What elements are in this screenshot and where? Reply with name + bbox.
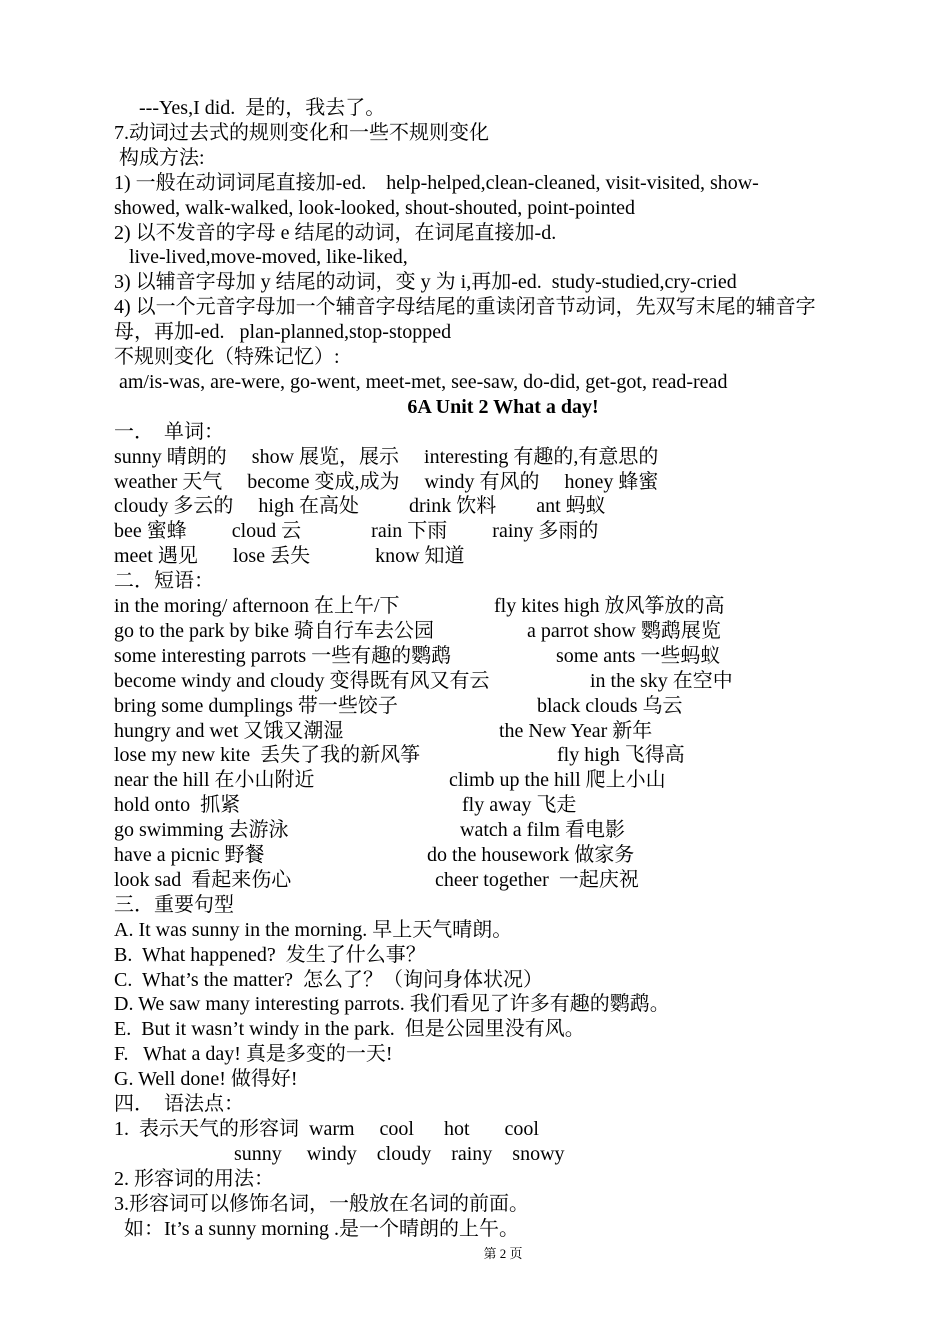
phrase-right: climb up the hill 爬上小山 bbox=[449, 769, 666, 792]
sentence-line: C. What’s the matter? 怎么了？（询问身体状况） bbox=[114, 968, 544, 991]
section-heading: 二．短语： bbox=[114, 570, 214, 593]
phrase-left: become windy and cloudy 变得既有风又有云 bbox=[114, 669, 490, 692]
sentence-line: F. What a day! 真是多变的一天! bbox=[114, 1043, 393, 1066]
text-line: 母，再加-ed. plan-planned,stop-stopped bbox=[114, 321, 452, 344]
phrase-left: hold onto 抓紧 bbox=[114, 794, 241, 817]
section-heading: 四． 语法点： bbox=[114, 1093, 244, 1115]
vocab-line: cloudy 多云的 high 在高处 drink 饮料 ant 蚂蚁 bbox=[114, 495, 606, 518]
phrase-left: lose my new kite 丢失了我的新风筝 bbox=[114, 744, 421, 767]
page-footer: 第 2 页 bbox=[483, 1246, 523, 1261]
phrase-right: do the housework 做家务 bbox=[427, 844, 635, 866]
unit-title: 6A Unit 2 What a day! bbox=[407, 395, 599, 418]
sentence-line: B. What happened? 发生了什么事？ bbox=[114, 943, 426, 966]
phrase-right: a parrot show 鹦鹉展览 bbox=[527, 619, 721, 642]
text-line: 构成方法: bbox=[114, 146, 205, 169]
text-line: live-lived,move-moved, like-liked, bbox=[114, 246, 408, 269]
phrase-left: some interesting parrots 一些有趣的鹦鹉 bbox=[114, 644, 452, 667]
phrase-right: cheer together 一起庆祝 bbox=[435, 868, 639, 891]
phrase-left: near the hill 在小山附近 bbox=[114, 769, 315, 792]
text-line: 7.动词过去式的规则变化和一些不规则变化 bbox=[114, 121, 489, 144]
text-line: ---Yes,I did. 是的，我去了。 bbox=[114, 97, 386, 119]
text-line: showed, walk-walked, look-looked, shout-shouted, point-pointed bbox=[114, 196, 636, 219]
phrase-left: hungry and wet 又饿又潮湿 bbox=[114, 719, 344, 742]
phrase-right: some ants 一些蚂蚁 bbox=[556, 644, 721, 667]
text-line: am/is-was, are-were, go-went, meet-met, see-saw, do-did, get-got, read-read bbox=[114, 370, 728, 393]
phrase-right: black clouds 乌云 bbox=[537, 694, 683, 717]
phrase-left: bring some dumplings 带一些饺子 bbox=[114, 694, 398, 717]
phrase-right: fly high 飞得高 bbox=[557, 744, 685, 767]
vocab-line: bee 蜜蜂 cloud 云 rain 下雨 rainy 多雨的 bbox=[114, 520, 599, 543]
phrase-left: in the moring/ afternoon 在上午/下 bbox=[114, 595, 400, 617]
section-heading: 三．重要句型 bbox=[114, 893, 234, 916]
grammar-line: 1. 表示天气的形容词 warm cool hot cool bbox=[114, 1117, 539, 1140]
phrase-right: fly away 飞走 bbox=[462, 794, 577, 817]
phrase-right: in the sky 在空中 bbox=[590, 669, 733, 692]
phrase-left: go swimming 去游泳 bbox=[114, 819, 289, 842]
text-line: 3) 以辅音字母加 y 结尾的动词，变 y 为 i,再加-ed. study-studied,cry-cried bbox=[114, 271, 737, 294]
grammar-line: 如：It’s a sunny morning .是一个晴朗的上午。 bbox=[114, 1217, 519, 1240]
text-line: 1) 一般在动词词尾直接加-ed. help-helped,clean-cleaned, visit-visited, show- bbox=[114, 171, 759, 194]
phrase-left: look sad 看起来伤心 bbox=[114, 868, 292, 891]
grammar-line: 2. 形容词的用法： bbox=[114, 1167, 274, 1190]
sentence-line: G. Well done! 做得好! bbox=[114, 1068, 298, 1091]
section-heading: 一． 单词： bbox=[114, 420, 224, 443]
vocab-line: meet 遇见 lose 丢失 know 知道 bbox=[114, 545, 465, 568]
grammar-line: 3.形容词可以修饰名词，一般放在名词的前面。 bbox=[114, 1192, 529, 1215]
grammar-line: sunny windy cloudy rainy snowy bbox=[114, 1142, 565, 1165]
sentence-line: D. We saw many interesting parrots. 我们看见了许多有趣的鹦鹉。 bbox=[114, 993, 670, 1016]
phrase-right: fly kites high 放风筝放的高 bbox=[494, 595, 725, 617]
phrase-right: the New Year 新年 bbox=[499, 719, 653, 742]
phrase-left: have a picnic 野餐 bbox=[114, 844, 265, 866]
phrase-right: watch a film 看电影 bbox=[460, 819, 625, 842]
phrase-left: go to the park by bike 骑自行车去公园 bbox=[114, 619, 434, 642]
text-line: 2) 以不发音的字母 e 结尾的动词，在词尾直接加-d. bbox=[114, 221, 557, 244]
vocab-line: sunny 晴朗的 show 展览，展示 interesting 有趣的,有意思的 bbox=[114, 445, 659, 468]
sentence-line: E. But it wasn’t windy in the park. 但是公园里没有风。 bbox=[114, 1018, 585, 1041]
text-line: 不规则变化（特殊记忆）: bbox=[114, 346, 340, 368]
vocab-line: weather 天气 become 变成,成为 windy 有风的 honey 蜂蜜 bbox=[114, 470, 659, 493]
text-line: 4) 以一个元音字母加一个辅音字母结尾的重读闭音节动词，先双写末尾的辅音字 bbox=[114, 296, 816, 319]
sentence-line: A. It was sunny in the morning. 早上天气晴朗。 bbox=[114, 918, 513, 941]
